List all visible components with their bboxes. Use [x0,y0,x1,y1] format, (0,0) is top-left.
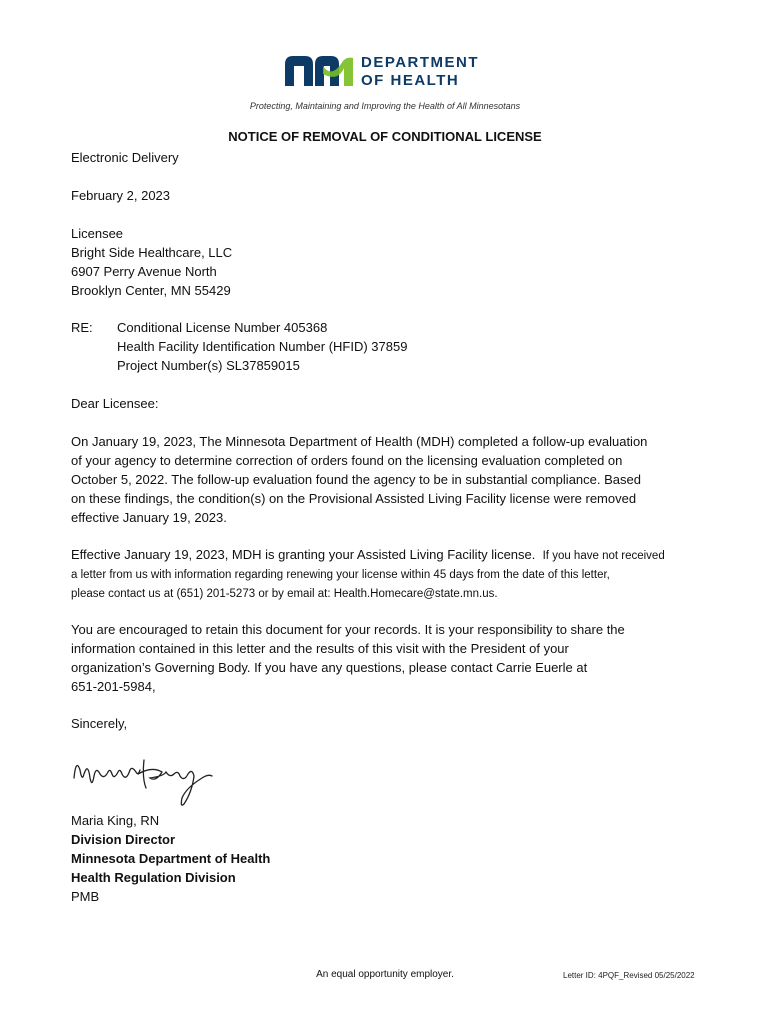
paragraph-line: information contained in this letter and the results of this visit with the President of your [71,641,569,656]
re-label: RE: [71,320,93,335]
signer-title: Division Director [71,832,176,847]
footer-equal-opportunity: An equal opportunity employer. [316,969,454,980]
paragraph-line: You are encouraged to retain this document for your records. It is your responsibility to share the [71,622,625,637]
address-line: 6907 Perry Avenue North [71,264,217,279]
paragraph-line: a letter from us with information regarding renewing your license within 45 days from the date of this letter, [71,569,610,581]
re-block [117,318,407,375]
letter-date: February 2, 2023 [71,188,171,203]
paragraph-line: effective January 19, 2023. [71,510,227,525]
paragraph-line: of your agency to determine correction of orders found on the licensing evaluation completed on [71,453,623,468]
tagline: Protecting, Maintaining and Improving the Health of All Minnesotans [249,101,521,111]
renewal-text: If you have not received [542,550,665,562]
re-line: Health Facility Identification Number (HFID) 37859 [117,339,408,354]
address-line: Brooklyn Center, MN 55429 [71,283,231,298]
paragraph-1 [71,432,711,527]
mdh-logo [283,50,493,90]
typist-initials: PMB [71,889,100,904]
closing: Sincerely, [71,716,128,731]
signer-organization: Minnesota Department of Health [71,851,271,866]
address-line: Bright Side Healthcare, LLC [71,245,233,260]
salutation: Dear Licensee: [71,396,159,411]
re-line: Project Number(s) SL37859015 [117,358,300,373]
paragraph-line: organization’s Governing Body. If you have any questions, please contact Carrie Euerle at [71,660,588,675]
footer-letter-id: Letter ID: 4PQF_Revised 05/25/2022 [563,971,695,980]
address-block [71,224,232,300]
paragraph-2 [71,545,711,604]
letter-title: NOTICE OF REMOVAL OF CONDITIONAL LICENSE [228,129,542,144]
paragraph-line: on these findings, the condition(s) on the Provisional Assisted Living Facility license were removed [71,491,637,506]
address-line: Licensee [71,226,124,241]
signer-division: Health Regulation Division [71,870,236,885]
handwritten-signature [66,748,216,810]
paragraph-line: 651-201-5984, [71,679,156,694]
signer-name: Maria King, RN [71,813,160,828]
paragraph-line [71,545,711,566]
paragraph-line: please contact us at (651) 201-5273 or by email at: Health.Homecare@state.mn.us. [71,588,498,600]
logo-line1: DEPARTMENT [361,54,480,71]
license-grant-text: Effective January 19, 2023, MDH is granting your Assisted Living Facility license. [71,547,536,562]
signature-block [71,811,270,906]
paragraph-line: On January 19, 2023, The Minnesota Department of Health (MDH) completed a follow-up evaluation [71,434,648,449]
re-line: Conditional License Number 405368 [117,320,328,335]
paragraph-3 [71,620,711,696]
paragraph-line: October 5, 2022. The follow-up evaluation found the agency to be in substantial compliance. Based [71,472,641,487]
logo-line2: OF HEALTH [361,72,460,89]
mn-logo-mark [285,56,313,86]
delivery-method: Electronic Delivery [71,150,179,165]
